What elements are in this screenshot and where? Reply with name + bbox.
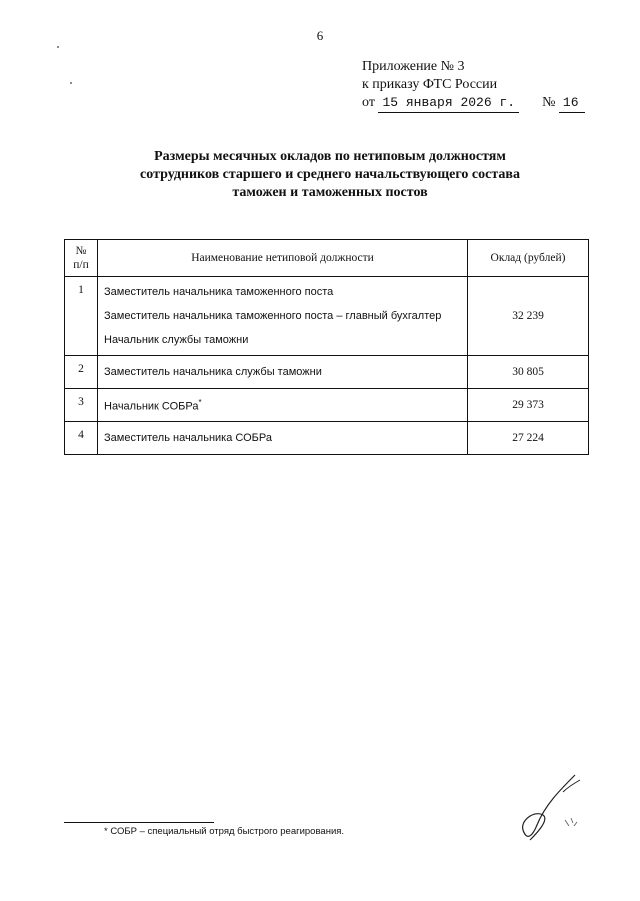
salary-table bbox=[64, 239, 589, 455]
signature-mark bbox=[505, 770, 605, 850]
position-name: Начальник службы таможни bbox=[104, 334, 249, 346]
row-salary: 32 239 bbox=[468, 277, 589, 356]
annex-order-ref: к приказу ФТС России bbox=[362, 77, 498, 92]
header-salary: Оклад (рублей) bbox=[468, 240, 589, 277]
row-salary: 29 373 bbox=[468, 389, 589, 422]
table-row bbox=[65, 422, 589, 455]
order-number: 16 bbox=[559, 94, 585, 113]
annex-block bbox=[362, 58, 585, 113]
table-header-row bbox=[65, 240, 589, 277]
scan-speck bbox=[57, 46, 59, 48]
footnote-mark: * bbox=[198, 397, 202, 407]
order-date: 15 января 2026 г. bbox=[378, 94, 519, 113]
header-position: Наименование нетиповой должности bbox=[98, 240, 468, 277]
row-positions bbox=[98, 277, 468, 356]
row-salary: 27 224 bbox=[468, 422, 589, 455]
row-salary: 30 805 bbox=[468, 356, 589, 389]
title-line-1: Размеры месячных окладов по нетиповым должностям bbox=[154, 149, 506, 164]
annex-title: Приложение № 3 bbox=[362, 59, 465, 74]
row-number: 2 bbox=[65, 356, 98, 389]
order-number-label: № bbox=[542, 95, 556, 110]
position-name: Начальник СОБРа bbox=[104, 400, 199, 413]
row-number: 3 bbox=[65, 389, 98, 422]
table-row bbox=[65, 356, 589, 389]
footnote: * СОБР – специальный отряд быстрого реагирования. bbox=[104, 826, 345, 837]
row-number: 1 bbox=[65, 277, 98, 356]
position-name: Заместитель начальника таможенного поста – главный бухгалтер bbox=[104, 310, 442, 322]
title-line-2: сотрудников старшего и среднего начальствующего состава bbox=[140, 167, 520, 182]
annex-date-line bbox=[362, 94, 585, 113]
page-number: 6 bbox=[316, 28, 324, 43]
position-name: Заместитель начальника СОБРа bbox=[98, 422, 468, 455]
position-name: Заместитель начальника службы таможни bbox=[98, 356, 468, 389]
document-title bbox=[80, 148, 580, 202]
table-row bbox=[65, 277, 589, 356]
date-prefix: от bbox=[362, 95, 375, 110]
title-line-3: таможен и таможенных постов bbox=[232, 185, 428, 200]
row-number: 4 bbox=[65, 422, 98, 455]
footnote-divider bbox=[64, 822, 214, 823]
table-row bbox=[65, 389, 589, 422]
header-number: № п/п bbox=[65, 240, 98, 277]
position-name-cell bbox=[98, 389, 468, 422]
scan-speck bbox=[70, 82, 72, 84]
position-name: Заместитель начальника таможенного поста bbox=[104, 286, 334, 298]
